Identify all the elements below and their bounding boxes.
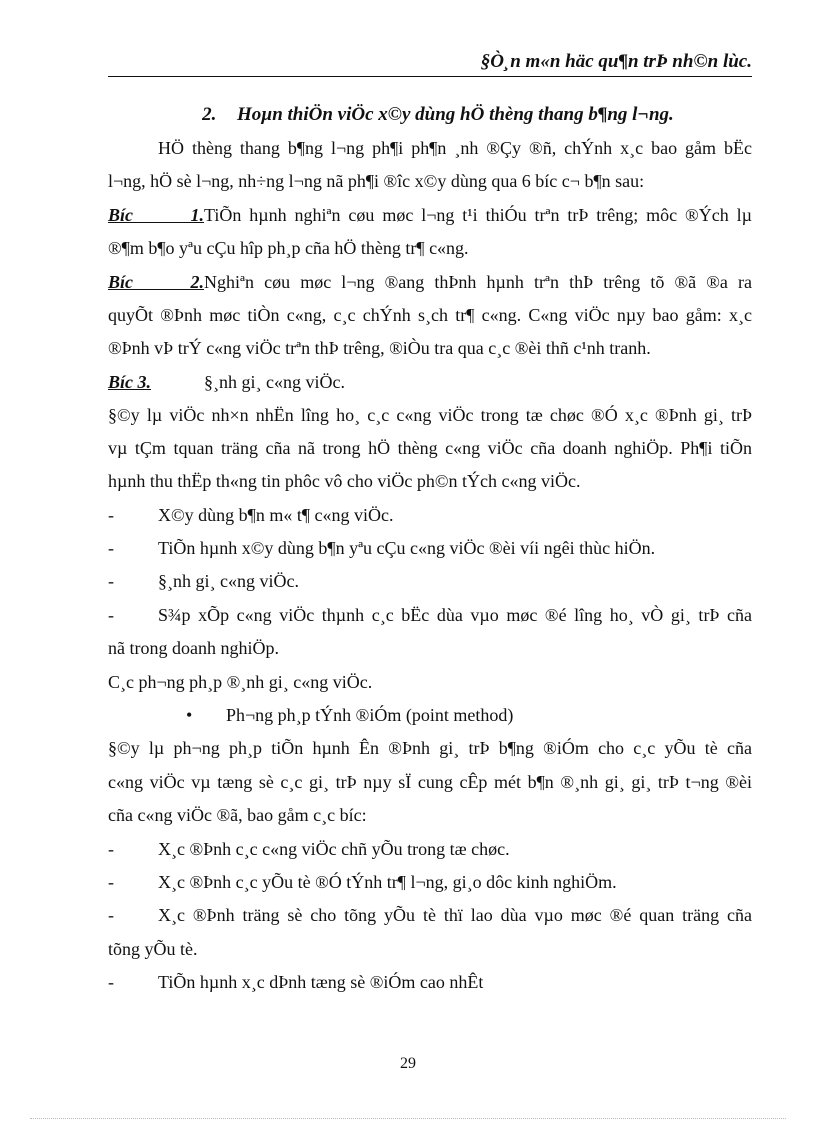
step-3: Bíc 3. §¸nh gi¸ c«ng viÖc.: [108, 366, 752, 399]
list-item-cont: tõng yÕu tè.: [108, 939, 198, 959]
paragraph-line: hµnh thu thËp th«ng tin phôc vô cho viÖc ph©n tÝch c«ng viÖc.: [108, 471, 581, 491]
paragraph-line: vµ tÇm tquan träng cña nã trong hÖ thèng c«ng viÖc cña doanh nghiÖp. Ph¶i tiÕn: [108, 438, 752, 458]
paragraph-line: HÖ thèng thang b¶ng l¬ng ph¶i ph¶n ¸nh ®Çy ®ñ, chÝnh x¸c bao gåm bËc: [158, 138, 752, 158]
page-number: 29: [400, 1055, 416, 1072]
section-heading: [108, 98, 752, 131]
bullet-icon: •: [186, 705, 193, 725]
list-item-cont: nã trong doanh nghiÖp.: [108, 638, 279, 658]
list-item: - X¸c ®Þnh c¸c yÕu tè ®Ó tÝnh tr¶ l¬ng, gi¸o dôc kinh nghiÖm.: [108, 872, 617, 892]
paragraph-line: cña c«ng viÖc ®ã, bao gåm c¸c bíc:: [108, 805, 367, 825]
step-2-cont: ®Þnh vÞ trÝ c«ng viÖc trªn thÞ trêng, ®iÒu tra qua c¸c ®èi thñ c¹nh tranh.: [108, 338, 651, 358]
list-item: - X©y dùng b¶n m« t¶ c«ng viÖc.: [108, 505, 394, 525]
paragraph-line: §©y lµ ph¬ng ph¸p tiÕn hµnh Ên ®Þnh gi¸ trÞ b¶ng ®iÓm cho c¸c yÕu tè cña: [108, 738, 752, 758]
bullet-item: • Ph¬ng ph¸p tÝnh ®iÓm (point method): [108, 699, 752, 732]
list-item: - X¸c ®Þnh c¸c c«ng viÖc chñ yÕu trong tæ chøc.: [108, 839, 510, 859]
list-item: - TiÕn hµnh x©y dùng b¶n yªu cÇu c«ng viÖc ®èi víi ngêi thùc hiÖn.: [108, 538, 656, 558]
step-1-cont: ®¶m b¶o yªu cÇu hîp ph¸p cña hÖ thèng tr¶ c«ng.: [108, 238, 469, 258]
list-item: - §¸nh gi¸ c«ng viÖc.: [108, 571, 299, 591]
paragraph-line: l¬ng, hÖ sè l¬ng, nh÷ng l¬ng nã ph¶i ®îc x©y dùng qua 6 bíc c¬ b¶n sau:: [108, 171, 645, 191]
step-2: Bíc 2.Nghiªn cøu møc l¬ng ®ang thÞnh hµnh trªn thÞ trêng tõ ®ã ®a ra: [108, 266, 752, 299]
header-title: §Ò¸n m«n häc qu¶n trÞ nh©n lùc.: [480, 51, 752, 72]
paragraph-line: §©y lµ viÖc nh×n nhËn lîng ho¸ c¸c c«ng viÖc trong tæ chøc ®Ó x¸c ®Þnh gi¸ trÞ: [108, 405, 752, 425]
section-title: Hoµn thiÖn viÖc x©y dùng hÖ thèng thang b¶ng l¬ng.: [236, 104, 674, 125]
list-item: - X¸c ®Þnh träng sè cho tõng yÕu tè thï lao dùa vµo møc ®é quan träng cña: [108, 905, 752, 925]
step-label: Bíc 3.: [108, 372, 151, 392]
step-2-cont: quyÕt ®Þnh møc tiÒn c«ng, c¸c chÝnh s¸ch tr¶ c«ng. C«ng viÖc nµy bao gåm: x¸c: [108, 305, 752, 325]
section-number: 2.: [202, 104, 217, 125]
step-label: Bíc 1.: [108, 205, 204, 225]
methods-heading: C¸c ph¬ng ph¸p ®¸nh gi¸ c«ng viÖc.: [108, 672, 373, 692]
list-item: - S¾p xÕp c«ng viÖc thµnh c¸c bËc dùa vµo møc ®é lîng ho¸ vÒ gi¸ trÞ cña: [108, 605, 752, 625]
page-header: [108, 50, 752, 77]
list-item: - TiÕn hµnh x¸c dÞnh tæng sè ®iÓm cao nhÊt: [108, 972, 484, 992]
step-label: Bíc 2.: [108, 272, 204, 292]
step-1: Bíc 1.TiÕn hµnh nghiªn cøu møc l¬ng t¹i thiÓu trªn trÞ trêng; môc ®Ých lµ: [108, 199, 752, 232]
paragraph-line: c«ng viÖc vµ tæng sè c¸c gi¸ trÞ nµy sÏ cung cÊp mét b¶n ®¸nh gi¸ gi¸ trÞ t¬ng ®èi: [108, 772, 752, 792]
page-bottom-divider: [30, 1118, 786, 1119]
